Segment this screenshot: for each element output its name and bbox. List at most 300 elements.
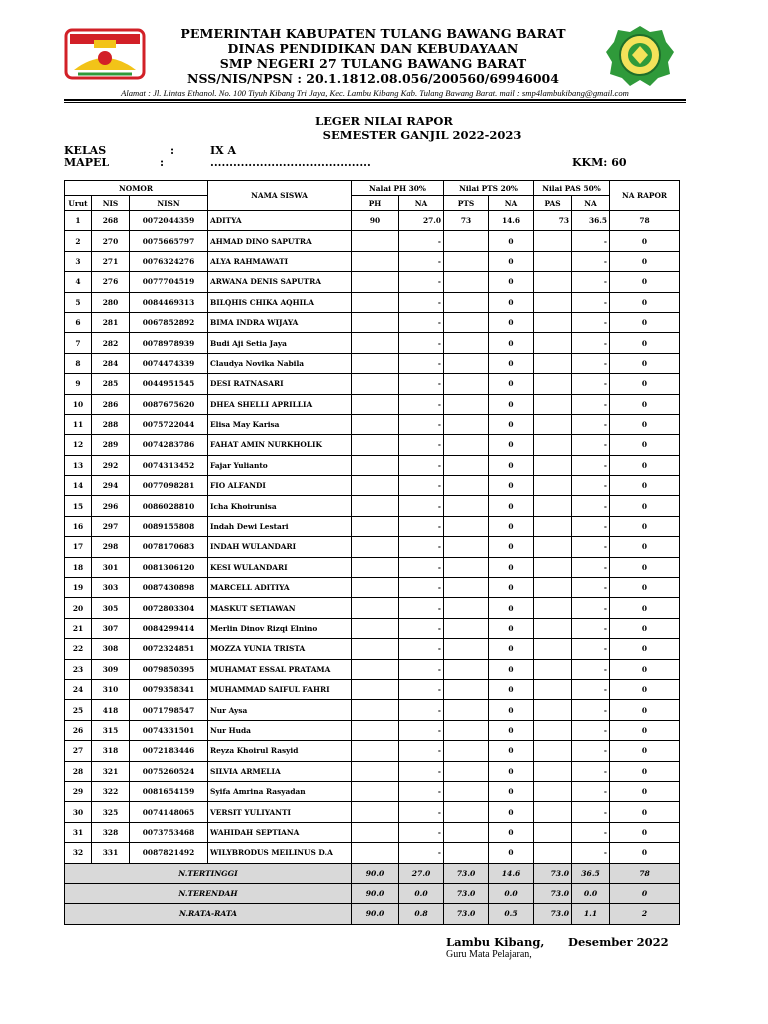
cell-nama: INDAH WULANDARI (208, 537, 352, 557)
cell-nis: 308 (92, 639, 130, 659)
cell-pts-na: 0 (489, 374, 534, 394)
stat-pts: 73.0 (444, 904, 489, 924)
cell-pas (534, 333, 572, 353)
cell-pas-na: - (572, 435, 610, 455)
cell-ph-na: - (399, 374, 444, 394)
table-row (65, 312, 680, 332)
table-row (65, 414, 680, 434)
cell-nama: Budi Aji Setia Jaya (208, 333, 352, 353)
cell-pas (534, 292, 572, 312)
cell-na-rapor: 78 (610, 211, 680, 231)
cell-pas (534, 618, 572, 638)
cell-nisn: 0079850395 (130, 659, 208, 679)
cell-pas (534, 781, 572, 801)
header-nomor: NOMOR (65, 181, 208, 196)
cell-pas (534, 476, 572, 496)
cell-urut: 22 (65, 639, 92, 659)
cell-pas-na: - (572, 557, 610, 577)
cell-urut: 27 (65, 741, 92, 761)
cell-pas-na: - (572, 761, 610, 781)
cell-nis: 288 (92, 414, 130, 434)
cell-ph (352, 353, 399, 373)
cell-urut: 9 (65, 374, 92, 394)
cell-urut: 29 (65, 781, 92, 801)
table-row (65, 720, 680, 740)
stat-ph: 90.0 (352, 904, 399, 924)
cell-urut: 11 (65, 414, 92, 434)
cell-nis: 270 (92, 231, 130, 251)
cell-ph (352, 639, 399, 659)
cell-nisn: 0074283786 (130, 435, 208, 455)
cell-nama: Reyza Khoirul Rasyid (208, 741, 352, 761)
cell-nisn: 0079358341 (130, 679, 208, 699)
cell-na-rapor: 0 (610, 700, 680, 720)
cell-pas-na: - (572, 394, 610, 414)
kelas-value: IX A (210, 144, 237, 157)
cell-nis: 296 (92, 496, 130, 516)
cell-ph-na: - (399, 659, 444, 679)
cell-nama: Fajar Yulianto (208, 455, 352, 475)
cell-ph-na: - (399, 312, 444, 332)
table-row (65, 374, 680, 394)
cell-nis: 281 (92, 312, 130, 332)
cell-pts-na: 0 (489, 781, 534, 801)
cell-pts (444, 578, 489, 598)
kelas-colon: : (170, 144, 175, 157)
cell-ph (352, 741, 399, 761)
cell-pas (534, 679, 572, 699)
cell-urut: 13 (65, 455, 92, 475)
table-row (65, 537, 680, 557)
cell-pts (444, 414, 489, 434)
cell-urut: 8 (65, 353, 92, 373)
stat-pts: 73.0 (444, 863, 489, 883)
cell-urut: 23 (65, 659, 92, 679)
cell-nama: FAHAT AMIN NURKHOLIK (208, 435, 352, 455)
cell-ph (352, 822, 399, 842)
cell-urut: 10 (65, 394, 92, 414)
cell-pts (444, 720, 489, 740)
cell-pas-na: - (572, 414, 610, 434)
cell-pas-na: - (572, 333, 610, 353)
cell-na-rapor: 0 (610, 659, 680, 679)
cell-pas (534, 843, 572, 863)
cell-pts (444, 618, 489, 638)
cell-pas-na: - (572, 700, 610, 720)
cell-nisn: 0084469313 (130, 292, 208, 312)
cell-urut: 20 (65, 598, 92, 618)
cell-pts (444, 516, 489, 536)
stat-na-rapor: 0 (610, 883, 680, 903)
stat-label: N.TERTINGGI (65, 863, 352, 883)
table-row (65, 333, 680, 353)
cell-pas (534, 720, 572, 740)
cell-nisn: 0077704519 (130, 272, 208, 292)
cell-urut: 2 (65, 231, 92, 251)
cell-nisn: 0073753468 (130, 822, 208, 842)
cell-urut: 31 (65, 822, 92, 842)
cell-pas (534, 435, 572, 455)
table-row (65, 516, 680, 536)
cell-pas-na: - (572, 741, 610, 761)
cell-ph (352, 292, 399, 312)
cell-pas-na: - (572, 516, 610, 536)
cell-pas (534, 741, 572, 761)
cell-ph (352, 231, 399, 251)
cell-pts (444, 659, 489, 679)
cell-pts (444, 374, 489, 394)
cell-pts-na: 0 (489, 312, 534, 332)
cell-na-rapor: 0 (610, 353, 680, 373)
cell-na-rapor: 0 (610, 578, 680, 598)
cell-ph-na: - (399, 435, 444, 455)
cell-na-rapor: 0 (610, 374, 680, 394)
cell-na-rapor: 0 (610, 292, 680, 312)
cell-na-rapor: 0 (610, 251, 680, 271)
cell-urut: 18 (65, 557, 92, 577)
cell-na-rapor: 0 (610, 843, 680, 863)
cell-nama: BILQHIS CHIKA AQHILA (208, 292, 352, 312)
cell-na-rapor: 0 (610, 741, 680, 761)
cell-ph-na: - (399, 414, 444, 434)
cell-na-rapor: 0 (610, 679, 680, 699)
cell-ph (352, 659, 399, 679)
cell-pts (444, 292, 489, 312)
cell-pas-na: - (572, 496, 610, 516)
cell-pas-na: - (572, 822, 610, 842)
table-row (65, 679, 680, 699)
mapel-value: .......................................... (210, 156, 371, 169)
table-row (65, 700, 680, 720)
cell-pts (444, 781, 489, 801)
cell-pas: 73 (534, 211, 572, 231)
table-row (65, 578, 680, 598)
cell-ph (352, 455, 399, 475)
cell-pas-na: - (572, 843, 610, 863)
cell-pts (444, 700, 489, 720)
cell-urut: 19 (65, 578, 92, 598)
header-pas-na: NA (572, 196, 610, 211)
table-row (65, 292, 680, 312)
letterhead-rule-thin (64, 102, 686, 103)
stat-label: N.TERENDAH (65, 883, 352, 903)
cell-na-rapor: 0 (610, 537, 680, 557)
cell-pts (444, 557, 489, 577)
header-ph: PH (352, 196, 399, 211)
cell-pas (534, 557, 572, 577)
cell-pts (444, 741, 489, 761)
cell-ph-na: - (399, 455, 444, 475)
cell-nis: 292 (92, 455, 130, 475)
header-pts-na: NA (489, 196, 534, 211)
cell-urut: 24 (65, 679, 92, 699)
cell-urut: 21 (65, 618, 92, 638)
cell-pas (534, 353, 572, 373)
cell-ph (352, 598, 399, 618)
cell-nama: ARWANA DENIS SAPUTRA (208, 272, 352, 292)
cell-urut: 28 (65, 761, 92, 781)
table-row (65, 802, 680, 822)
cell-ph-na: - (399, 251, 444, 271)
cell-pts-na: 0 (489, 353, 534, 373)
cell-nisn: 0087430898 (130, 578, 208, 598)
cell-pts-na: 0 (489, 598, 534, 618)
cell-pts-na: 0 (489, 435, 534, 455)
cell-nama: ADITYA (208, 211, 352, 231)
cell-ph-na: - (399, 476, 444, 496)
cell-pts: 73 (444, 211, 489, 231)
cell-pas-na: - (572, 679, 610, 699)
cell-pas (534, 537, 572, 557)
cell-nama: Indah Dewi Lestari (208, 516, 352, 536)
cell-nisn: 0075665797 (130, 231, 208, 251)
cell-ph (352, 333, 399, 353)
stat-pts-na: 0.5 (489, 904, 534, 924)
cell-ph (352, 312, 399, 332)
cell-pts-na: 0 (489, 761, 534, 781)
cell-ph-na: - (399, 394, 444, 414)
cell-pas-na: - (572, 251, 610, 271)
cell-nisn: 0084299414 (130, 618, 208, 638)
table-row (65, 761, 680, 781)
letterhead-line-1: PEMERINTAH KABUPATEN TULANG BAWANG BARAT (180, 26, 566, 41)
cell-nis: 305 (92, 598, 130, 618)
cell-pas-na: - (572, 455, 610, 475)
cell-ph (352, 516, 399, 536)
cell-pas (534, 251, 572, 271)
cell-nis: 285 (92, 374, 130, 394)
cell-nisn: 0075722044 (130, 414, 208, 434)
cell-ph-na: - (399, 741, 444, 761)
cell-urut: 4 (65, 272, 92, 292)
cell-nisn: 0087675620 (130, 394, 208, 414)
cell-nisn: 0078170683 (130, 537, 208, 557)
table-row (65, 822, 680, 842)
header-pts: PTS (444, 196, 489, 211)
cell-ph-na: - (399, 679, 444, 699)
cell-nisn: 0072324851 (130, 639, 208, 659)
cell-pas (534, 659, 572, 679)
cell-pas-na: - (572, 231, 610, 251)
cell-urut: 7 (65, 333, 92, 353)
cell-nis: 325 (92, 802, 130, 822)
cell-na-rapor: 0 (610, 414, 680, 434)
cell-ph-na: - (399, 598, 444, 618)
cell-pas-na: - (572, 537, 610, 557)
cell-nisn: 0086028810 (130, 496, 208, 516)
table-row (65, 455, 680, 475)
table-row (65, 435, 680, 455)
cell-pts (444, 333, 489, 353)
cell-pts (444, 843, 489, 863)
stat-label: N.RATA-RATA (65, 904, 352, 924)
cell-nama: Syifa Amrina Rasyadan (208, 781, 352, 801)
cell-ph (352, 618, 399, 638)
cell-pts-na: 0 (489, 516, 534, 536)
cell-nisn: 0081654159 (130, 781, 208, 801)
cell-pas-na: - (572, 618, 610, 638)
cell-nama: MUHAMMAD SAIFUL FAHRI (208, 679, 352, 699)
stat-pts: 73.0 (444, 883, 489, 903)
cell-pas (534, 272, 572, 292)
cell-urut: 15 (65, 496, 92, 516)
stat-pts-na: 0.0 (489, 883, 534, 903)
cell-na-rapor: 0 (610, 476, 680, 496)
table-row (65, 741, 680, 761)
cell-nis: 297 (92, 516, 130, 536)
cell-nisn: 0074474339 (130, 353, 208, 373)
school-address: Alamat : Jl. Lintas Ethanol. No. 100 Tiyuh Kibang Tri Jaya, Kec. Lambu Kibang Kab. Tulang Bawang Barat. mail : smp4lambukibang@gmail.com (121, 88, 629, 98)
kabupaten-logo-icon (64, 26, 146, 82)
cell-pas-na: - (572, 720, 610, 740)
cell-ph (352, 578, 399, 598)
header-nis: NIS (92, 196, 130, 211)
cell-nisn: 0072044359 (130, 211, 208, 231)
header-na-rapor: NA RAPOR (610, 181, 680, 211)
cell-na-rapor: 0 (610, 455, 680, 475)
cell-nama: SILVIA ARMELIA (208, 761, 352, 781)
cell-nama: AHMAD DINO SAPUTRA (208, 231, 352, 251)
cell-ph-na: - (399, 496, 444, 516)
table-row (65, 557, 680, 577)
stat-pas: 73.0 (534, 863, 572, 883)
cell-pts-na: 0 (489, 578, 534, 598)
table-row (65, 659, 680, 679)
stat-ph-na: 0.0 (399, 883, 444, 903)
cell-na-rapor: 0 (610, 272, 680, 292)
letterhead-line-2: DINAS PENDIDIKAN DAN KEBUDAYAAN (227, 41, 519, 56)
table-row (65, 211, 680, 231)
cell-ph (352, 679, 399, 699)
cell-pas (534, 578, 572, 598)
leger-table (64, 180, 680, 925)
document-subtitle: SEMESTER GANJIL 2022-2023 (322, 128, 522, 142)
cell-na-rapor: 0 (610, 781, 680, 801)
letterhead-line-3: SMP NEGERI 27 TULANG BAWANG BARAT (219, 56, 527, 71)
leger-table-body (65, 211, 680, 925)
cell-pts-na: 0 (489, 720, 534, 740)
stat-ph: 90.0 (352, 883, 399, 903)
cell-na-rapor: 0 (610, 802, 680, 822)
cell-nisn: 0071798547 (130, 700, 208, 720)
cell-pts-na: 0 (489, 557, 534, 577)
stat-pas: 73.0 (534, 904, 572, 924)
cell-pts (444, 822, 489, 842)
leger-table-head (65, 181, 680, 211)
cell-ph (352, 802, 399, 822)
cell-pts (444, 251, 489, 271)
cell-pts-na: 14.6 (489, 211, 534, 231)
cell-na-rapor: 0 (610, 231, 680, 251)
cell-ph (352, 781, 399, 801)
cell-na-rapor: 0 (610, 598, 680, 618)
cell-urut: 26 (65, 720, 92, 740)
cell-na-rapor: 0 (610, 516, 680, 536)
cell-pts (444, 598, 489, 618)
footer-date: Desember 2022 (568, 935, 669, 949)
cell-nama: MASKUT SETIAWAN (208, 598, 352, 618)
cell-pas (534, 414, 572, 434)
cell-urut: 5 (65, 292, 92, 312)
cell-ph-na: - (399, 578, 444, 598)
stat-ph: 90.0 (352, 863, 399, 883)
cell-pts-na: 0 (489, 292, 534, 312)
cell-pts-na: 0 (489, 476, 534, 496)
stat-row (65, 904, 680, 924)
table-row (65, 251, 680, 271)
cell-pas (534, 802, 572, 822)
cell-nama: WILYBRODUS MEILINUS D.A (208, 843, 352, 863)
cell-nisn: 0074313452 (130, 455, 208, 475)
kelas-label: KELAS (64, 144, 107, 157)
cell-pts-na: 0 (489, 679, 534, 699)
cell-pts (444, 272, 489, 292)
cell-ph (352, 537, 399, 557)
stat-row (65, 863, 680, 883)
cell-pas-na: - (572, 374, 610, 394)
table-row (65, 598, 680, 618)
cell-nis: 322 (92, 781, 130, 801)
cell-na-rapor: 0 (610, 639, 680, 659)
cell-pts (444, 639, 489, 659)
table-row (65, 618, 680, 638)
cell-nis: 286 (92, 394, 130, 414)
cell-nama: Merlin Dinov Rizqi Elnino (208, 618, 352, 638)
cell-nama: Nur Aysa (208, 700, 352, 720)
cell-pts (444, 394, 489, 414)
cell-pts-na: 0 (489, 394, 534, 414)
cell-pts-na: 0 (489, 251, 534, 271)
table-row (65, 496, 680, 516)
cell-pas-na: - (572, 272, 610, 292)
stat-row (65, 883, 680, 903)
cell-nis: 315 (92, 720, 130, 740)
cell-urut: 16 (65, 516, 92, 536)
cell-urut: 30 (65, 802, 92, 822)
cell-na-rapor: 0 (610, 312, 680, 332)
cell-nama: DHEA SHELLI APRILLIA (208, 394, 352, 414)
cell-nama: BIMA INDRA WIJAYA (208, 312, 352, 332)
header-pts-group: Nilai PTS 20% (444, 181, 534, 196)
cell-na-rapor: 0 (610, 333, 680, 353)
mapel-label: MAPEL (64, 156, 110, 169)
stat-ph-na: 0.8 (399, 904, 444, 924)
cell-ph-na: - (399, 802, 444, 822)
cell-nisn: 0075260524 (130, 761, 208, 781)
table-row (65, 843, 680, 863)
cell-nis: 289 (92, 435, 130, 455)
cell-nis: 301 (92, 557, 130, 577)
table-row (65, 231, 680, 251)
cell-ph (352, 720, 399, 740)
cell-pas (534, 231, 572, 251)
cell-nama: Claudya Novika Nabila (208, 353, 352, 373)
cell-pts (444, 231, 489, 251)
cell-nis: 284 (92, 353, 130, 373)
cell-ph-na: - (399, 516, 444, 536)
cell-ph-na: - (399, 537, 444, 557)
cell-urut: 3 (65, 251, 92, 271)
cell-nis: 298 (92, 537, 130, 557)
cell-nis: 268 (92, 211, 130, 231)
cell-pas-na: - (572, 781, 610, 801)
cell-ph (352, 476, 399, 496)
stat-pas: 73.0 (534, 883, 572, 903)
cell-ph (352, 496, 399, 516)
cell-nama: MOZZA YUNIA TRISTA (208, 639, 352, 659)
cell-nisn: 0081306120 (130, 557, 208, 577)
cell-nisn: 0044951545 (130, 374, 208, 394)
